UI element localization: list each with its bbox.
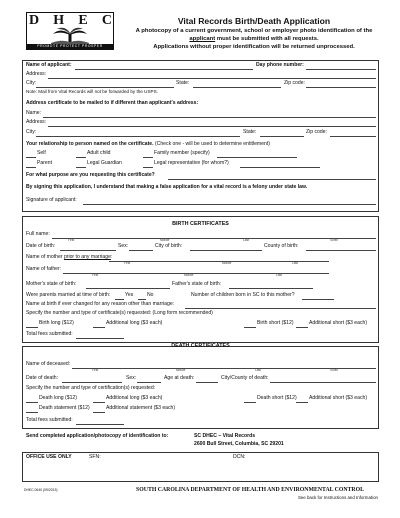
relationship-heading-bold: Your relationship to person named on the certificate. — [26, 141, 154, 147]
deceased-part-last: Last — [255, 368, 262, 372]
applicant-state-label: State: — [176, 80, 190, 86]
death-long-qty[interactable] — [26, 402, 38, 403]
mailto-state-label: State: — [243, 129, 257, 135]
name-part-last: Last — [243, 238, 250, 242]
birth-long-qty[interactable] — [26, 327, 38, 328]
birth-city-label: City of birth: — [155, 243, 183, 249]
father-name-field[interactable] — [63, 273, 329, 274]
death-additional-statement-qty[interactable] — [93, 412, 105, 413]
id-requirement-text: must be submitted with all requests. — [215, 36, 319, 42]
father-part-middle: Middle — [184, 273, 194, 277]
applicant-name-label: Name of applicant: — [26, 62, 72, 68]
death-additional-long-label: Additional long ($3 each) — [106, 395, 163, 401]
applicant-address-field[interactable] — [48, 78, 376, 79]
name-part-middle: Middle — [160, 238, 170, 242]
deceased-part-suffix: Suffix — [330, 368, 338, 372]
birth-full-name-label: Full name: — [26, 231, 50, 237]
sfn-label: SFN: — [89, 454, 101, 460]
checkbox-family-member[interactable] — [143, 157, 153, 158]
relationship-legal-guardian-label: Legal Guardian — [87, 160, 122, 166]
mailto-city-field[interactable] — [36, 136, 240, 137]
married-no-checkbox[interactable] — [138, 299, 146, 300]
applicant-zip-label: Zip code: — [284, 80, 305, 86]
applicant-city-field[interactable] — [36, 87, 174, 88]
mother-name-underlined: prior to any marriage — [63, 254, 111, 260]
name-part-suffix: Suffix — [330, 238, 338, 242]
name-changed-field[interactable] — [185, 308, 376, 309]
relationship-heading-note: (Check one - will be used to determine entitlement) — [153, 141, 270, 147]
logo-letters — [29, 14, 113, 28]
mailto-zip-field[interactable] — [330, 136, 376, 137]
mother-part-first: First — [124, 261, 131, 265]
mailto-address-field[interactable] — [48, 126, 376, 127]
married-no-label: No — [147, 292, 154, 298]
death-date-field[interactable] — [62, 382, 122, 383]
name-changed-label: Name at birth if ever changed for any reason other than marriage: — [26, 301, 175, 307]
birth-full-name-field[interactable] — [52, 238, 376, 239]
purpose-field[interactable] — [168, 179, 376, 180]
father-state-label: Father's state of birth: — [172, 281, 222, 287]
department-name: SOUTH CAROLINA DEPARTMENT OF HEALTH AND ENVIRONMENTAL CONTROL — [136, 487, 364, 493]
mailto-city-label: City: — [26, 129, 37, 135]
palmetto-tree-icon — [51, 27, 89, 45]
logo-tagline: PROMOTE PROTECT PROSPER — [27, 44, 113, 49]
signature-field[interactable] — [83, 204, 376, 205]
signature-label: Signature of applicant: — [26, 197, 77, 203]
birth-short-qty[interactable] — [244, 327, 256, 328]
birth-additional-long-qty[interactable] — [93, 327, 105, 328]
relationship-heading — [26, 142, 270, 147]
mailto-heading: Address certificate to be mailed to if different than applicant's address: — [26, 100, 199, 106]
deceased-part-first: First — [92, 368, 99, 372]
dcn-label: DCN: — [233, 454, 246, 460]
death-sex-label: Sex: — [126, 375, 137, 381]
birth-dob-field[interactable] — [60, 250, 116, 251]
logo-letter: H — [53, 13, 66, 28]
felony-attestation: By signing this application, I understand that making a false application for a vital record is a felony under state law. — [26, 184, 308, 190]
mailto-state-field[interactable] — [260, 136, 304, 137]
birth-additional-short-qty[interactable] — [296, 327, 308, 328]
birth-total-fees-label: Total fees submitted: — [26, 331, 73, 337]
father-name-label: Name of father: — [26, 266, 62, 272]
applicant-address-label: Address: — [26, 71, 47, 77]
legal-rep-for-whom-field[interactable] — [240, 167, 320, 168]
birth-specify-label: Specify the number and type of certificate(s) requested: (Long form recommended) — [26, 310, 213, 316]
father-state-field[interactable] — [229, 288, 313, 289]
married-yes-checkbox[interactable] — [115, 299, 124, 300]
form-number: DHEC 0640 (09/2013) — [24, 488, 58, 492]
death-specify-label: Specify the number and type of certification(s) requested: — [26, 385, 156, 391]
relationship-family-member-label: Family member (specify) — [154, 150, 210, 156]
death-statement-label: Death statement ($12) — [39, 405, 90, 411]
children-born-field[interactable] — [302, 299, 334, 300]
mailto-zip-label: Zip code: — [306, 129, 327, 135]
instructions-note: See back for Instructions and Information — [297, 495, 378, 500]
mailto-name-label: Name: — [26, 110, 42, 116]
mother-part-last: Last — [292, 261, 299, 265]
birth-long-label: Birth long ($12) — [39, 320, 74, 326]
applicant-city-label: City: — [26, 80, 37, 86]
mailto-name-field[interactable] — [43, 117, 376, 118]
mother-part-middle: Middle — [222, 261, 232, 265]
checkbox-legal-representative[interactable] — [143, 167, 153, 168]
office-use-section — [22, 452, 379, 482]
birth-dob-label: Date of birth: — [26, 243, 56, 249]
mailto-address-label: Address: — [26, 119, 47, 125]
form-title: Vital Records Birth/Death Application — [177, 16, 331, 26]
death-additional-long-qty[interactable] — [93, 402, 105, 403]
checkbox-self[interactable] — [26, 157, 36, 158]
checkbox-adult-child[interactable] — [76, 157, 86, 158]
father-part-first: First — [92, 273, 99, 277]
birth-county-field[interactable] — [306, 250, 376, 251]
id-requirement-line-3: Applications without proper identification will be returned unprocessed. — [153, 44, 355, 50]
logo-letter: D — [29, 13, 41, 28]
birth-city-field[interactable] — [190, 250, 262, 251]
death-short-label: Death short ($12) — [257, 395, 297, 401]
relationship-legal-rep-label: Legal representative (for whom?) — [154, 160, 229, 166]
death-additional-statement-label: Additional statement ($3 each) — [106, 405, 176, 411]
death-date-label: Date of death: — [26, 375, 59, 381]
applicant-state-field[interactable] — [193, 87, 281, 88]
death-statement-qty[interactable] — [26, 412, 38, 413]
birth-short-label: Birth short ($12) — [257, 320, 294, 326]
logo-letter: C — [101, 13, 113, 28]
mother-state-field[interactable] — [86, 288, 170, 289]
birth-additional-short-label: Additional short ($3 each) — [309, 320, 368, 326]
death-total-fees-field[interactable] — [76, 424, 124, 425]
applicant-zip-field[interactable] — [306, 87, 376, 88]
married-yes-label: Yes — [125, 292, 134, 298]
children-born-label: Number of children born in SC to this mother? — [191, 292, 295, 298]
birth-sex-label: Sex: — [118, 243, 129, 249]
birth-certificates-heading: BIRTH CERTIFICATES — [172, 221, 229, 227]
mother-state-label: Mother's state of birth: — [26, 281, 77, 287]
day-phone-label: Day phone number: — [256, 62, 304, 68]
death-additional-short-qty[interactable] — [296, 402, 308, 403]
purpose-label: For what purpose are you requesting this certificate? — [26, 172, 155, 178]
applicant-name-field[interactable] — [75, 69, 253, 70]
id-requirement-line-1: A photocopy of a current government, school or employer photo identification of the — [135, 28, 373, 34]
deceased-name-label: Name of deceased: — [26, 361, 71, 367]
deceased-part-middle: Middle — [176, 368, 186, 372]
mother-name-text: Name of mother — [26, 254, 64, 260]
parents-married-label: Were parents married at time of birth: — [26, 292, 111, 298]
death-certificates-heading: DEATH CERTIFICATES — [171, 343, 230, 349]
birth-total-fees-field[interactable] — [76, 338, 124, 339]
name-part-first: First — [68, 238, 75, 242]
death-city-field[interactable] — [270, 382, 376, 383]
send-to-address-line-1: SC DHEC – Vital Records — [194, 433, 256, 439]
death-total-fees-label: Total fees submitted: — [26, 417, 73, 423]
family-member-specify-field[interactable] — [217, 157, 297, 158]
send-to-address-line-2: 2600 Bull Street, Columbia, SC 29201 — [194, 441, 284, 447]
day-phone-field[interactable] — [306, 69, 376, 70]
mother-name-text: : — [110, 254, 113, 260]
relationship-self-label: Self — [37, 150, 46, 156]
age-at-death-label: Age at death: — [164, 375, 195, 381]
birth-county-label: County of birth: — [264, 243, 299, 249]
death-sex-field[interactable] — [137, 382, 161, 383]
id-requirement-applicant: applicant — [189, 36, 216, 42]
dhec-logo — [26, 12, 114, 50]
age-at-death-field[interactable] — [196, 382, 218, 383]
death-short-qty[interactable] — [244, 402, 256, 403]
checkbox-legal-guardian[interactable] — [76, 167, 86, 168]
usps-note: Note: Mail from Vital Records will not be forwarded by the USPS. — [26, 89, 158, 94]
birth-sex-field[interactable] — [129, 250, 153, 251]
send-to-label: Send completed application/photocopy of identification to: — [26, 433, 169, 439]
father-part-last: Last — [276, 273, 283, 277]
birth-additional-long-label: Additional long ($3 each) — [106, 320, 163, 326]
death-additional-short-label: Additional short ($3 each) — [309, 395, 368, 401]
office-use-label: OFFICE USE ONLY — [26, 454, 72, 460]
death-long-label: Death long ($12) — [39, 395, 77, 401]
relationship-parent-label: Parent — [37, 160, 53, 166]
death-city-label: City/County of death: — [221, 375, 269, 381]
relationship-adult-child-label: Adult child — [87, 150, 111, 156]
id-requirement-line-2 — [120, 37, 388, 43]
checkbox-parent[interactable] — [26, 167, 36, 168]
mother-name-label — [26, 255, 112, 260]
logo-letter: E — [78, 13, 89, 28]
